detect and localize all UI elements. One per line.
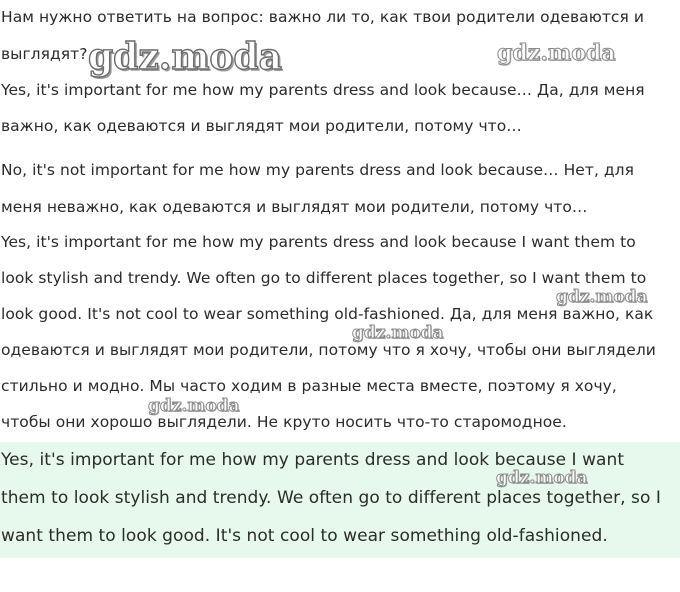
watermark-logo-center: gdz.moda: [352, 323, 444, 343]
highlighted-answer-line-3: want them to look good. It's not cool to wear something old-fashioned.: [1, 526, 608, 546]
highlighted-answer-line-1: Yes, it's important for me how my parents dress and look because I want: [1, 450, 625, 470]
full-answer-line-6: чтобы они хорошо выглядели. Не круто носить что-то старомодное.: [1, 413, 567, 431]
highlighted-answer-line-2: them to look stylish and trendy. We often go to different places together, so I: [1, 488, 661, 508]
watermark-logo-top-right: gdz.moda: [497, 40, 616, 66]
watermark-logo-large: gdz.moda: [88, 36, 282, 78]
option-yes-line-1: Yes, it's important for me how my parents dress and look because… Да, для меня: [1, 81, 645, 99]
full-answer-line-4: одеваются и выглядят мои родители, потому что я хочу, чтобы они выглядели: [1, 341, 656, 359]
watermark-logo-highlight: gdz.moda: [496, 468, 588, 488]
intro-line-2: выглядят?: [1, 45, 88, 63]
watermark-logo-mid-right: gdz.moda: [556, 287, 648, 307]
intro-line-1: Нам нужно ответить на вопрос: важно ли то, как твои родители одеваются и: [1, 8, 644, 26]
highlighted-answer-block: [0, 442, 680, 558]
full-answer-line-2: look stylish and trendy. We often go to different places together, so I want them to: [1, 269, 647, 287]
full-answer-line-3: look good. It's not cool to wear something old-fashioned. Да, для меня важно, как: [1, 305, 654, 323]
option-no-line-1: No, it's not important for me how my parents dress and look because… Нет, для: [1, 161, 634, 179]
option-no-line-2: меня неважно, как одеваются и выглядят мои родители, потому что…: [1, 198, 588, 216]
full-answer-line-1: Yes, it's important for me how my parents dress and look because I want them to: [1, 233, 636, 251]
option-yes-line-2: важно, как одеваются и выглядят мои родители, потому что…: [1, 117, 522, 135]
full-answer-line-5: стильно и модно. Мы часто ходим в разные места вместе, поэтому я хочу,: [1, 377, 617, 395]
watermark-logo-left: gdz.moda: [148, 396, 240, 416]
